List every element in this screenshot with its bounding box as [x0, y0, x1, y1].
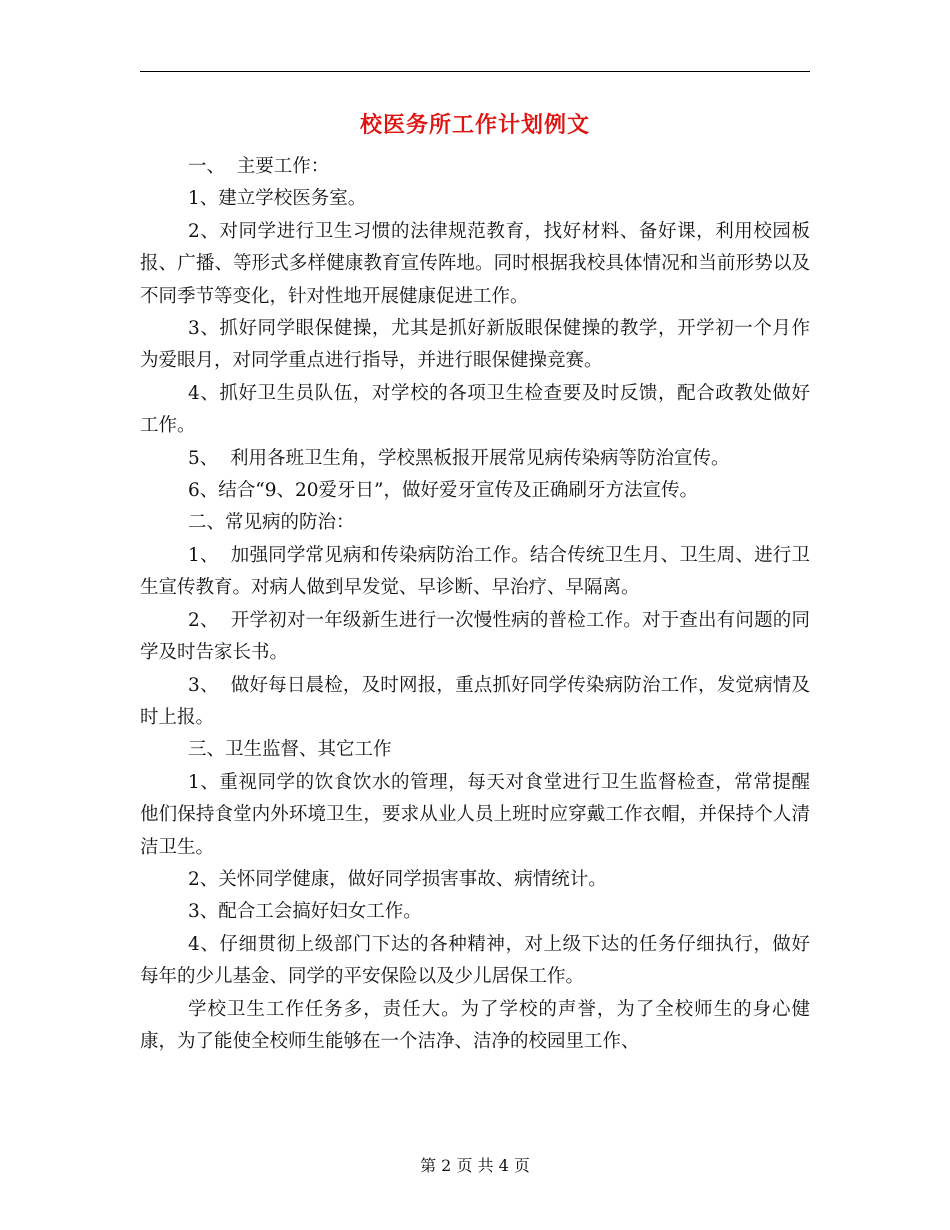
- paragraph: 1、重视同学的饮食饮水的管理，每天对食堂进行卫生监督检查，常常提醒他们保持食堂内外环境卫生，要求从业人员上班时应穿戴工作衣帽，并保持个人清洁卫生。: [140, 771, 810, 858]
- paragraph: 1、 加强同学常见病和传染病防治工作。结合传统卫生月、卫生周、进行卫生宣传教育。对病人做到早发觉、早诊断、早治疗、早隔离。: [140, 544, 810, 599]
- paragraph: 1、建立学校医务室。: [188, 188, 367, 210]
- document-title: 校医务所工作计划例文: [359, 112, 590, 138]
- paragraph: 3、 做好每日晨检，及时网报，重点抓好同学传染病防治工作，发觉病情及时上报。: [140, 674, 810, 728]
- paragraph: 2、 开学初对一年级新生进行一次慢性病的普检工作。对于查出有问题的同学及时告家长书。: [140, 609, 810, 664]
- page-number-footer: 第 2 页 共 4 页: [420, 1156, 530, 1175]
- section-heading-main-work: 一、 主要工作：: [188, 156, 330, 177]
- paragraph: 6、结合“9、20爱牙日”，做好爱牙宣传及正确刷牙方法宣传。: [188, 480, 698, 502]
- paragraph: 2、关怀同学健康，做好同学损害事故、病情统计。: [188, 868, 607, 890]
- paragraph: 3、抓好同学眼保健操，尤其是抓好新版眼保健操的教学，开学初一个月作为爱眼月，对同学重点进行指导，并进行眼保健操竞赛。: [140, 318, 810, 372]
- paragraph: 3、配合工会搞好妇女工作。: [188, 901, 422, 923]
- paragraph: 2、对同学进行卫生习惯的法律规范教育，找好材料、备好课，利用校园板报、广播、等形式多样健康教育宣传阵地。同时根据我校具体情况和当前形势以及不同季节等变化，针对性地开展健康促进工作。: [140, 220, 810, 307]
- section-heading-supervision: 三、卫生监督、其它工作: [188, 739, 392, 761]
- header-rule: [140, 71, 810, 72]
- section-heading-disease-prevention: 二、常见病的防治：: [188, 512, 355, 534]
- paragraph: 学校卫生工作任务多，责任大。为了学校的声誉，为了全校师生的身心健康，为了能使全校师生能够在一个洁净、洁净的校园里工作、: [140, 998, 810, 1052]
- paragraph: 4、仔细贯彻上级部门下达的各种精神，对上级下达的任务仔细执行，做好每年的少儿基金、同学的平安保险以及少儿居保工作。: [140, 933, 810, 988]
- document-body: [140, 151, 810, 1058]
- paragraph: 4、抓好卫生员队伍，对学校的各项卫生检查要及时反馈，配合政教处做好工作。: [140, 382, 810, 437]
- paragraph: 5、 利用各班卫生角，学校黑板报开展常见病传染病等防治宣传。: [188, 447, 730, 469]
